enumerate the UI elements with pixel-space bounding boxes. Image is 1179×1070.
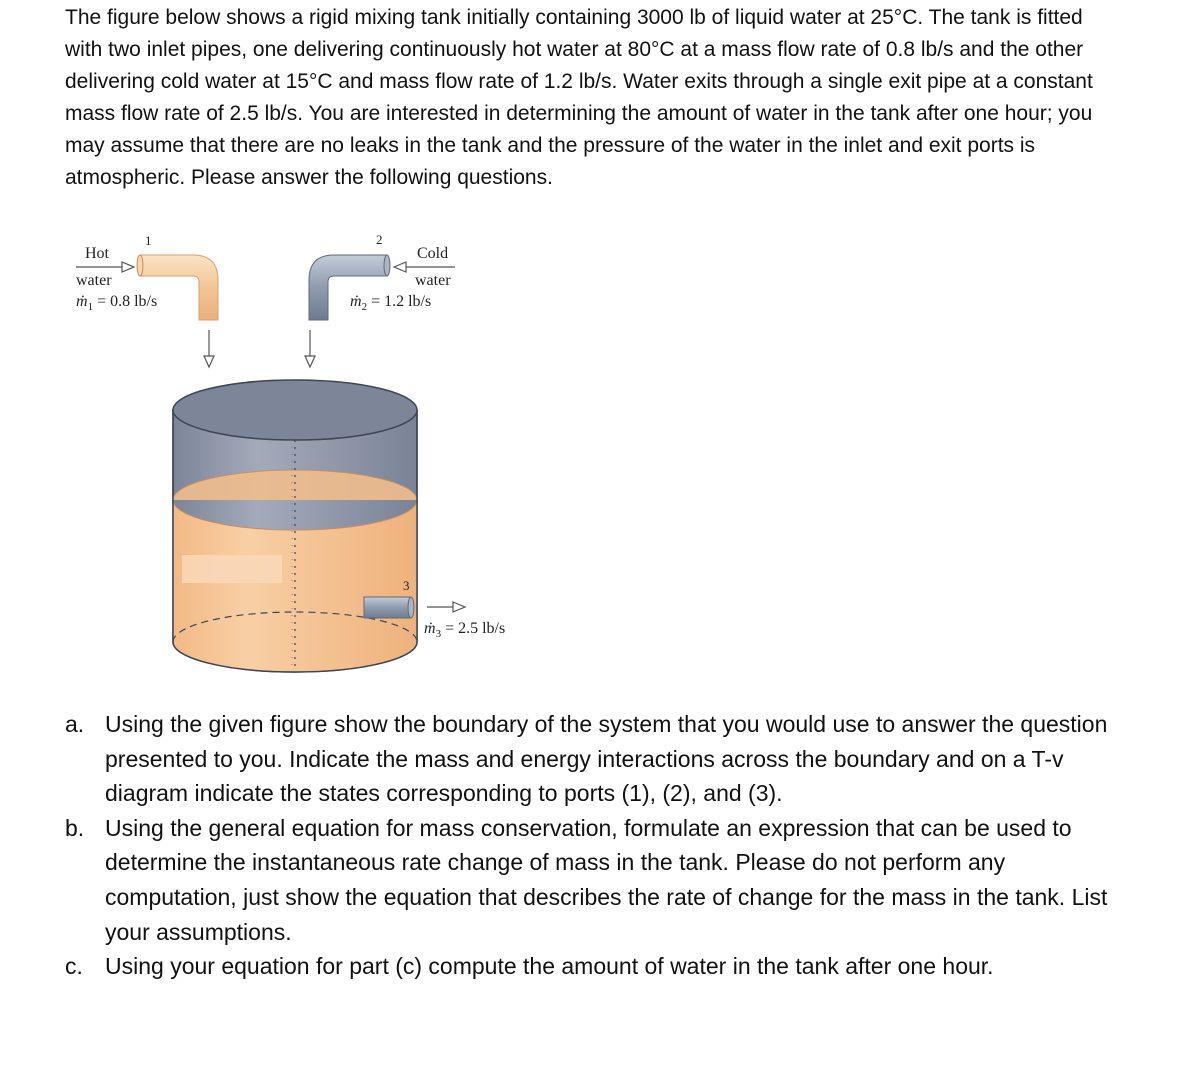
question-a-label: a. <box>65 711 85 737</box>
problem-statement: The figure below shows a rigid mixing tank initially containing 3000 lb of liquid water at 25°C. The tank is fitted with two inlet pipes, one delivering continuously hot water at 80°C at a mass flow rate of 0.8 lb/s and the other delivering cold water at 15°C and mass flow rate of 1.2 lb/s. Water exits through a single exit pipe at a constant mass flow rate of 2.5 lb/s. You are interested in determining the amount of water in the tank after one hour; you may assume that there are no leaks in the tank and the pressure of the water in the inlet and exit ports is atmospheric. Please answer the following questions. <box>65 6 1093 189</box>
port-2-number: 2 <box>376 232 383 247</box>
question-c <box>65 949 1125 984</box>
port-1-number: 1 <box>145 233 152 248</box>
port-3-number: 3 <box>403 578 410 593</box>
question-a <box>65 707 1125 811</box>
mixing-tank-figure <box>0 200 1179 680</box>
port-2-label-cold: Cold <box>417 245 449 262</box>
port-1-flow-rate <box>76 293 157 313</box>
port-2-flow-symbol: ṁ <box>350 293 362 310</box>
question-a-text: Using the given figure show the boundary of the system that you would use to answer the question presented to you. Indicate the mass and energy interactions across the boundary and on a T-v diagram indicate the states corresponding to ports (1), (2), and (3). <box>105 711 1108 807</box>
question-list <box>65 707 1125 984</box>
hot-water-pipe <box>140 255 218 320</box>
port-3-flow-sub: 3 <box>435 628 442 640</box>
question-c-text: Using your equation for part (c) compute the amount of water in the tank after one hour. <box>105 953 994 980</box>
port-2-label-water: water <box>415 272 451 289</box>
port-2-flow-rate <box>350 293 431 313</box>
question-b-text: Using the general equation for mass conservation, formulate an expression that can be used to determine the instantaneous rate change of mass in the tank. Please do not perform any computation, just show the equation that describes the rate of change for the mass in the tank. List your assumptions. <box>105 814 1108 945</box>
question-c-label: c. <box>65 953 83 980</box>
port-3-flow-rate <box>424 620 505 640</box>
mixing-tank <box>173 380 417 672</box>
port-1-label-water: water <box>76 272 112 289</box>
cold-water-pipe <box>309 255 387 320</box>
port-3-flow-symbol: ṁ <box>424 620 436 637</box>
port-1-flow-sub: 1 <box>87 301 94 313</box>
question-b-label: b. <box>65 814 85 841</box>
mixing-tank-diagram <box>0 200 1179 680</box>
question-b <box>65 811 1125 949</box>
port-2-flow-sub: 2 <box>361 301 368 313</box>
port-1-flow-symbol: ṁ <box>76 293 88 310</box>
port-1-flow-value: = 0.8 lb/s <box>93 293 158 310</box>
exit-pipe <box>364 597 411 618</box>
port-3-flow-value: = 2.5 lb/s <box>441 620 506 637</box>
hot-flow-down-arrow <box>204 330 214 367</box>
port-1-label-hot: Hot <box>85 245 109 262</box>
cold-flow-down-arrow <box>305 330 315 367</box>
port-2-flow-value: = 1.2 lb/s <box>367 293 432 310</box>
